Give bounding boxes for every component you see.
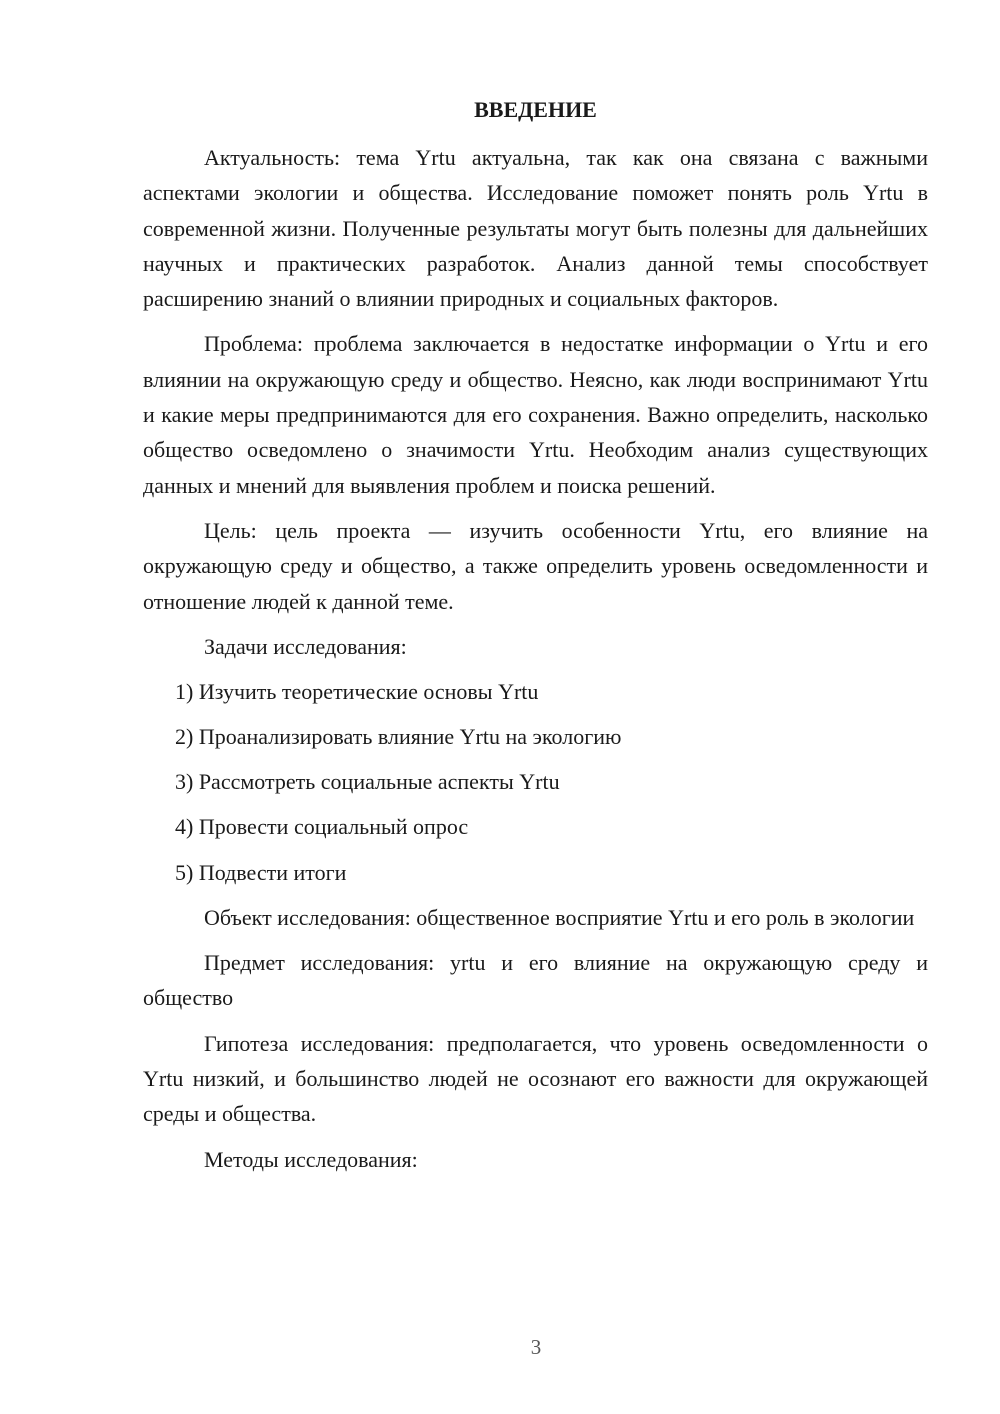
methods-heading: Методы исследования: — [204, 1146, 418, 1172]
task-item: 4) Провести социальный опрос — [175, 814, 469, 840]
goal-paragraph: Цель: цель проекта — изучить особенности Yrtu, его влияние на окружающую среду и общество, а также определить уровень осведомленности и отношение людей к данной теме. — [143, 517, 928, 614]
task-item: 5) Подвести итоги — [175, 859, 347, 885]
page-number: 3 — [530, 1335, 542, 1359]
task-item: 2) Проанализировать влияние Yrtu на экологию — [175, 724, 622, 750]
page-content — [143, 92, 928, 1187]
problem-paragraph: Проблема: проблема заключается в недостатке информации о Yrtu и его влиянии на окружающую среду и общество. Неясно, как люди воспринимают Yrtu и какие меры предпринимаются для его сохранения. Важно определить, насколько общество осведомлено о значимости Yrtu. Необходим анализ существующих данных и мнений для выявления проблем и поиска решений. — [143, 331, 928, 498]
task-item: 3) Рассмотреть социальные аспекты Yrtu — [175, 769, 560, 795]
page-title: ВВЕДЕНИЕ — [474, 97, 597, 122]
subject-paragraph: Предмет исследования: yrtu и его влияние на окружающую среду и общество — [143, 950, 928, 1011]
relevance-paragraph: Актуальность: тема Yrtu актуальна, так как она связана с важными аспектами экологии и общества. Исследование поможет понять роль Yrtu в современной жизни. Полученные результаты могут быть полезны для дальнейших научных и практических разработок. Анализ данной темы способствует расширению знаний о влиянии природных и социальных факторов. — [143, 145, 928, 312]
tasks-heading: Задачи исследования: — [204, 633, 407, 659]
task-list — [143, 674, 928, 900]
hypothesis-paragraph: Гипотеза исследования: предполагается, что уровень осведомленности о Yrtu низкий, и большинство людей не осознают его важности для окружающей среды и общества. — [143, 1030, 928, 1127]
task-item: 1) Изучить теоретические основы Yrtu — [175, 678, 539, 704]
object-paragraph: Объект исследования: общественное восприятие Yrtu и его роль в экологии — [204, 904, 915, 930]
